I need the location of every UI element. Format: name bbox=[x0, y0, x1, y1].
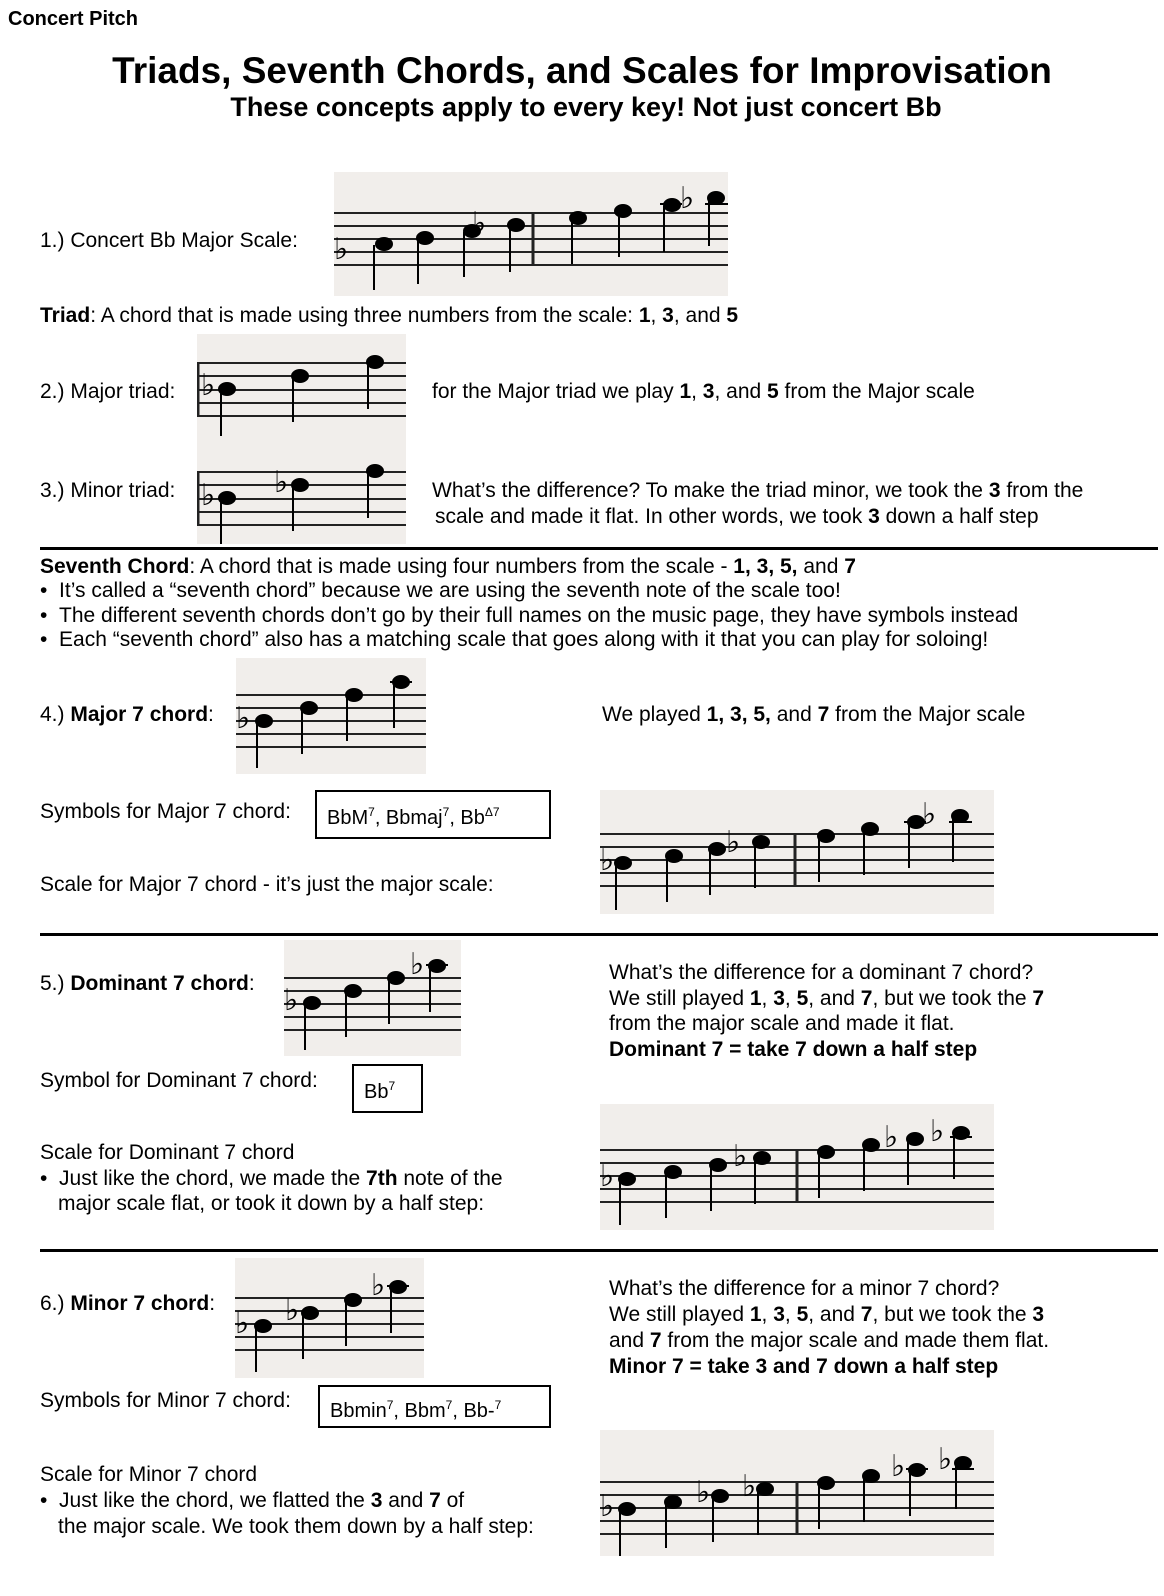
section3-label: 3.) Minor triad: bbox=[40, 479, 176, 502]
section6-label: 6.) Minor 7 chord: bbox=[40, 1292, 216, 1315]
svg-text:♭: ♭ bbox=[334, 233, 349, 266]
section2-label: 2.) Major triad: bbox=[40, 380, 176, 403]
dominant7-symbol-box: Bb$^7$ bbox=[352, 1064, 423, 1113]
dominant7-symbol-label: Symbol for Dominant 7 chord: bbox=[40, 1069, 318, 1092]
svg-text:♭: ♭ bbox=[726, 826, 741, 859]
section4-description: We played 1, 3, 5, and 7 from the Major scale bbox=[602, 703, 1026, 726]
svg-text:♭: ♭ bbox=[235, 1307, 250, 1340]
svg-text:♭: ♭ bbox=[600, 1160, 615, 1193]
major7-scale-staff bbox=[600, 790, 994, 914]
svg-text:♭: ♭ bbox=[472, 207, 487, 240]
minor7-scale-bullet-line2: the major scale. We took them down by a half step: bbox=[58, 1515, 534, 1538]
svg-text:♭: ♭ bbox=[884, 1121, 899, 1154]
divider bbox=[40, 1249, 1158, 1252]
major7-symbols-box: BbM$^7$, Bbmaj$^7$, $Bb^{\Delta 7}$ bbox=[315, 790, 551, 839]
svg-text:♭: ♭ bbox=[891, 1450, 906, 1483]
dominant7-diff-line3: from the major scale and made it flat. bbox=[609, 1012, 955, 1035]
minor7-symbols-box: Bbmin$^7$, Bbm$^7$, Bb-$^7$ bbox=[318, 1385, 551, 1428]
bullet-item: • The different seventh chords don’t go by their full names on the music page, they have symbols instead bbox=[40, 604, 1019, 627]
concert-pitch-label: Concert Pitch bbox=[8, 8, 139, 30]
minor7-scale-bullet: • Just like the chord, we flatted the 3 and 7 of bbox=[40, 1489, 465, 1512]
dominant7-rule: Dominant 7 = take 7 down a half step bbox=[609, 1038, 978, 1061]
svg-text:♭: ♭ bbox=[938, 1443, 953, 1476]
dominant7-diff-line2: We still played 1, 3, 5, and 7, but we took the 7 bbox=[609, 987, 1045, 1010]
svg-text:♭: ♭ bbox=[201, 479, 216, 512]
minor7-chord-staff bbox=[235, 1258, 424, 1378]
svg-text:♭: ♭ bbox=[600, 844, 615, 877]
bullet-item: • Each “seventh chord” also has a matching scale that goes along with it that you can play for soloing! bbox=[40, 628, 989, 651]
bullet-item: • It’s called a “seventh chord” because we are using the seventh note of the scale too! bbox=[40, 579, 841, 602]
svg-text:♭: ♭ bbox=[696, 1476, 711, 1509]
svg-text:♭: ♭ bbox=[284, 984, 299, 1017]
section3-description-line1: What’s the difference? To make the triad minor, we took the 3 from the bbox=[432, 479, 1084, 502]
section2-description: for the Major triad we play 1, 3, and 5 from the Major scale bbox=[432, 380, 975, 403]
triads-staff bbox=[197, 334, 406, 544]
seventh-chord-definition: Seventh Chord: A chord that is made using four numbers from the scale - 1, 3, 5, and 7 bbox=[40, 555, 856, 578]
dorian-scale-staff bbox=[600, 1430, 994, 1556]
svg-text:♭: ♭ bbox=[274, 466, 289, 499]
minor7-scale-label: Scale for Minor 7 chord bbox=[40, 1463, 258, 1486]
divider bbox=[40, 547, 1158, 550]
svg-text:♭: ♭ bbox=[236, 702, 251, 735]
page-title: Triads, Seventh Chords, and Scales for Improvisation bbox=[112, 50, 1052, 91]
svg-text:♭: ♭ bbox=[371, 1269, 386, 1302]
svg-text:♭: ♭ bbox=[680, 182, 695, 215]
triad-definition: Triad: A chord that is made using three numbers from the scale: 1, 3, and 5 bbox=[40, 304, 739, 327]
page-subtitle: These concepts apply to every key! Not just concert Bb bbox=[230, 92, 942, 122]
minor7-symbols-label: Symbols for Minor 7 chord: bbox=[40, 1389, 291, 1412]
dominant7-diff-line1: What’s the difference for a dominant 7 chord? bbox=[609, 961, 1034, 984]
minor7-diff-line1: What’s the difference for a minor 7 chord? bbox=[609, 1277, 1000, 1300]
dominant7-scale-label: Scale for Dominant 7 chord bbox=[40, 1141, 295, 1164]
minor7-diff-line3: and 7 from the major scale and made them flat. bbox=[609, 1329, 1050, 1352]
svg-text:♭: ♭ bbox=[201, 369, 216, 402]
section3-description-line2: scale and made it flat. In other words, we took 3 down a half step bbox=[435, 505, 1039, 528]
svg-text:♭: ♭ bbox=[930, 1115, 945, 1148]
dominant7-chord-staff bbox=[284, 940, 461, 1056]
section4-label: 4.) Major 7 chord: bbox=[40, 703, 214, 726]
section5-label: 5.) Dominant 7 chord: bbox=[40, 972, 255, 995]
mixolydian-scale-staff bbox=[600, 1104, 994, 1230]
minor7-diff-line2: We still played 1, 3, 5, and 7, but we took the 3 bbox=[609, 1303, 1045, 1326]
svg-text:♭: ♭ bbox=[285, 1294, 300, 1327]
triad-term: Triad bbox=[40, 304, 91, 327]
svg-text:♭: ♭ bbox=[410, 948, 425, 981]
svg-text:♭: ♭ bbox=[742, 1470, 757, 1503]
svg-text:♭: ♭ bbox=[733, 1140, 748, 1173]
major7-symbols-label: Symbols for Major 7 chord: bbox=[40, 800, 291, 823]
svg-text:♭: ♭ bbox=[600, 1490, 615, 1523]
svg-text:♭: ♭ bbox=[922, 798, 937, 831]
bb-major-scale-staff bbox=[334, 172, 728, 296]
dominant7-scale-bullet-line2: major scale flat, or took it down by a half step: bbox=[58, 1192, 485, 1215]
major7-chord-staff bbox=[236, 658, 426, 774]
minor7-rule: Minor 7 = take 3 and 7 down a half step bbox=[609, 1355, 999, 1378]
divider bbox=[40, 933, 1158, 936]
dominant7-scale-bullet: • Just like the chord, we made the 7th note of the bbox=[40, 1167, 503, 1190]
section1-label: 1.) Concert Bb Major Scale: bbox=[40, 229, 298, 252]
major7-scale-label: Scale for Major 7 chord - it’s just the major scale: bbox=[40, 873, 494, 896]
